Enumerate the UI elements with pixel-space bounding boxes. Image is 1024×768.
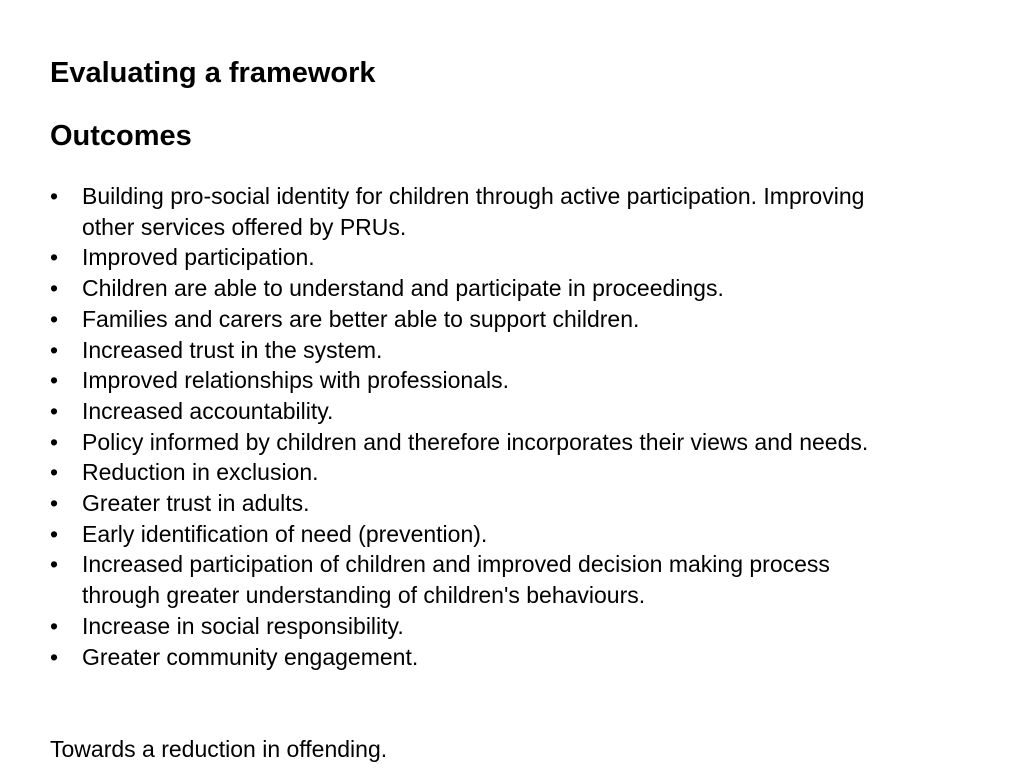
- list-item-text: Improved relationships with professionals.: [82, 367, 509, 394]
- list-item-text: Children are able to understand and participate in proceedings.: [82, 275, 724, 302]
- outcomes-list: [50, 181, 870, 672]
- slide-title: Evaluating a framework: [50, 57, 376, 89]
- list-item-text: Building pro-social identity for children through active participation. Improving other services offered by PRUs.: [82, 183, 865, 240]
- bullet-icon: •: [50, 643, 59, 670]
- slide-subtitle: Outcomes: [50, 120, 192, 152]
- list-item: [50, 181, 870, 242]
- list-item-text: Increased accountability.: [82, 397, 334, 424]
- list-item-text: Early identification of need (prevention).: [82, 520, 488, 547]
- bullet-icon: •: [50, 183, 59, 209]
- list-item-text: Families and carers are better able to support children.: [82, 305, 640, 332]
- bullet-icon: •: [50, 336, 59, 363]
- list-item: [50, 549, 870, 610]
- list-item: [50, 457, 870, 488]
- list-item: [50, 335, 870, 366]
- list-item-text: Greater trust in adults.: [82, 490, 310, 517]
- list-item: [50, 642, 870, 673]
- bullet-icon: •: [50, 459, 59, 486]
- list-item-text: Improved participation.: [82, 244, 315, 271]
- bullet-icon: •: [50, 397, 59, 424]
- bullet-icon: •: [50, 490, 59, 517]
- list-item-text: Greater community engagement.: [82, 643, 419, 670]
- bullet-icon: •: [50, 520, 59, 547]
- list-item: [50, 519, 870, 550]
- list-item: [50, 365, 870, 396]
- bullet-icon: •: [50, 428, 59, 455]
- list-item: [50, 273, 870, 304]
- list-item-text: Increased trust in the system.: [82, 336, 383, 363]
- list-item: [50, 304, 870, 335]
- bullet-icon: •: [50, 275, 59, 302]
- bullet-icon: •: [50, 551, 59, 578]
- list-item: [50, 488, 870, 519]
- list-item: [50, 427, 870, 458]
- bullet-icon: •: [50, 367, 59, 394]
- list-item-text: Policy informed by children and therefore incorporates their views and needs.: [82, 428, 869, 455]
- bullet-icon: •: [50, 305, 59, 332]
- list-item: [50, 242, 870, 273]
- bullet-icon: •: [50, 612, 59, 639]
- list-item-text: Increase in social responsibility.: [82, 612, 404, 639]
- slide-footer: Towards a reduction in offending.: [50, 736, 388, 762]
- list-item: [50, 611, 870, 642]
- list-item: [50, 396, 870, 427]
- bullet-icon: •: [50, 244, 59, 271]
- list-item-text: Increased participation of children and improved decision making process through greater understanding of children's behaviours.: [82, 551, 830, 609]
- list-item-text: Reduction in exclusion.: [82, 459, 319, 486]
